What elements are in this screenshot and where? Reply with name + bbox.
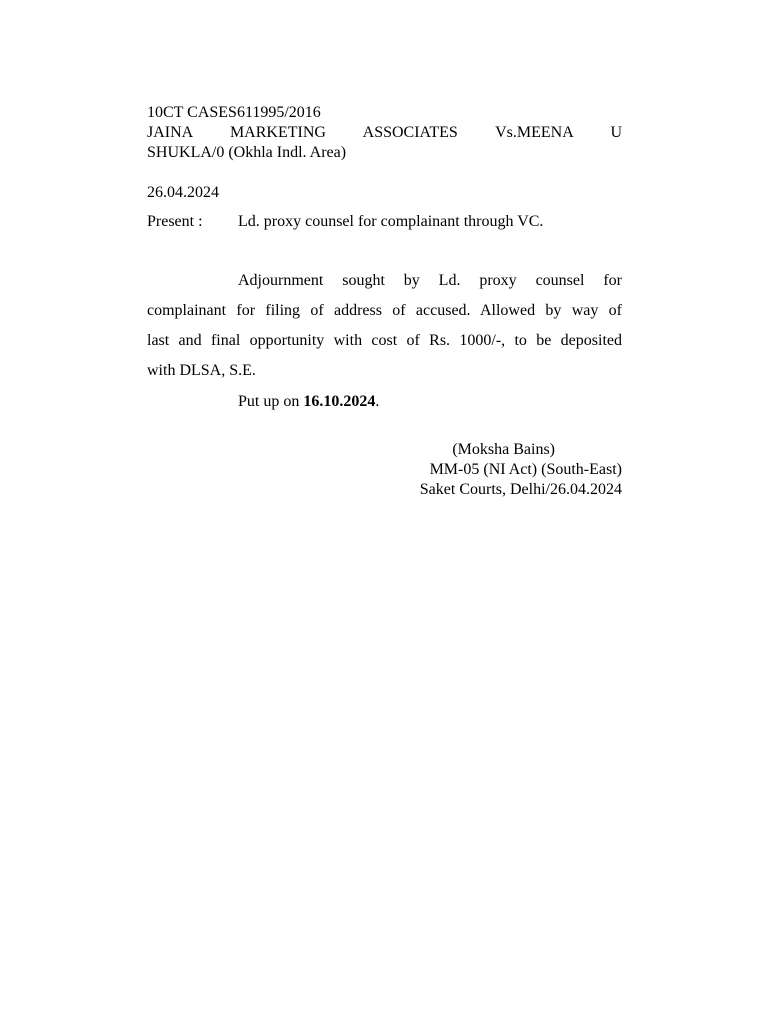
signatory-court-date: Saket Courts, Delhi/26.04.2024	[419, 481, 622, 498]
present-label: Present :	[147, 213, 203, 230]
put-up-date: 16.10.2024	[303, 393, 376, 410]
order-paragraph	[147, 269, 622, 389]
order-date: 26.04.2024	[147, 184, 219, 201]
signatory-name: (Moksha Bains)	[452, 441, 555, 458]
signature-block	[420, 440, 622, 500]
case-parties-line-1: JAINA MARKETING ASSOCIATES Vs.MEENA U	[147, 124, 623, 141]
case-number: 10CT CASES611995/2016	[147, 104, 321, 121]
case-parties-line-2: SHUKLA/0 (Okhla Indl. Area)	[147, 144, 347, 161]
paragraph-line-1: Adjournment sought by Ld. proxy counsel for	[238, 272, 622, 289]
put-up-line	[238, 392, 379, 412]
case-header	[147, 103, 622, 163]
present-text: Ld. proxy counsel for complainant through VC.	[238, 213, 544, 230]
paragraph-line-3: last and final opportunity with cost of Rs. 1000/-, to be deposited	[147, 332, 622, 349]
present-row	[147, 212, 622, 232]
put-up-suffix: .	[375, 393, 380, 410]
signatory-designation: MM-05 (NI Act) (South-East)	[429, 461, 622, 478]
put-up-prefix: Put up on	[238, 393, 304, 410]
paragraph-line-2: complainant for filing of address of accused. Allowed by way of	[147, 302, 622, 319]
paragraph-line-4: with DLSA, S.E.	[147, 362, 256, 379]
